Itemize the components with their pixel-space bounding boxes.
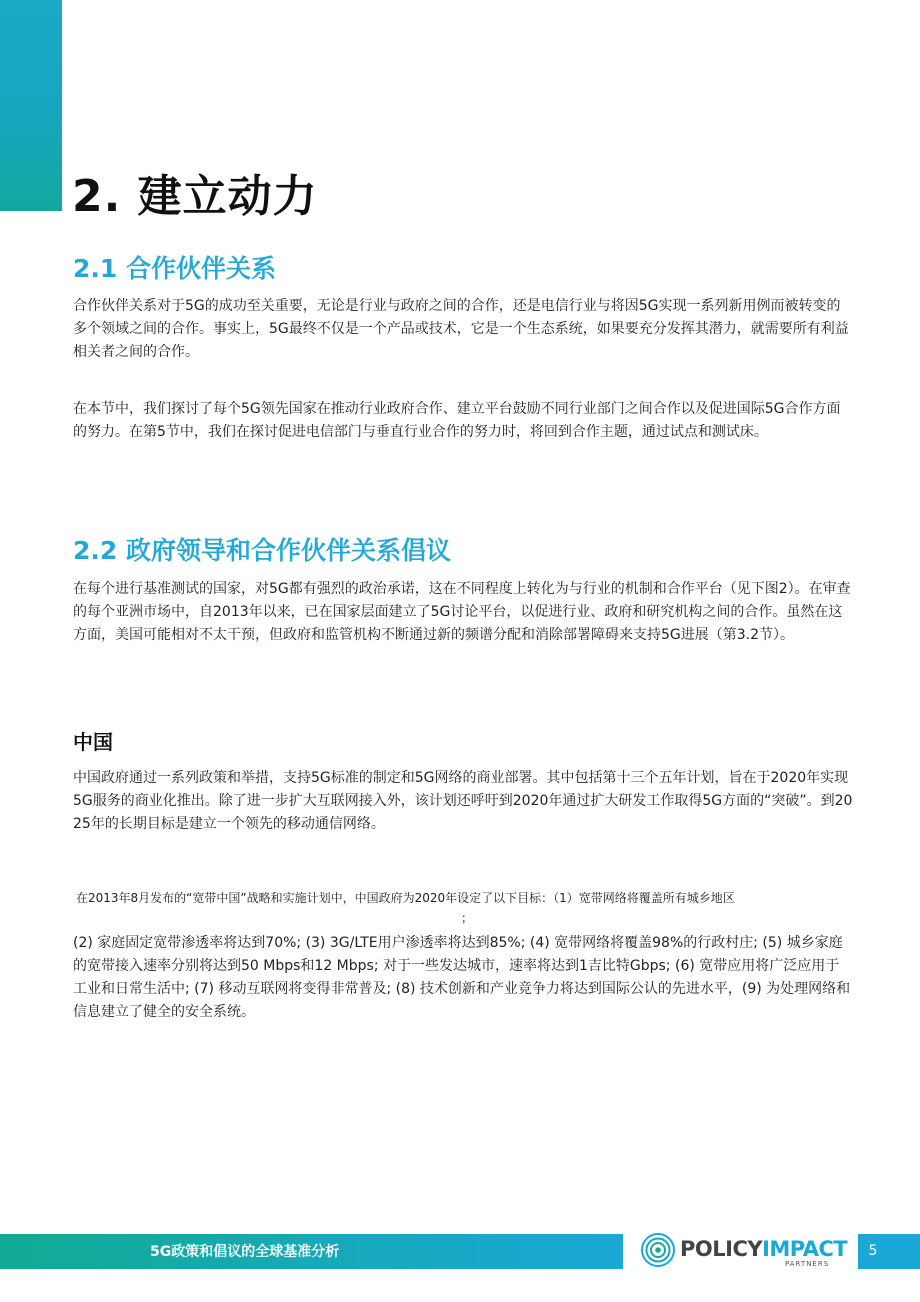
section-2-2-paragraph-1: 在每个进行基准测试的国家，对5G都有强烈的政治承诺，这在不同程度上转化为与行业的机制和合作平台（见下图2）。在审查的每个亚洲市场中，自2013年以来，已在国家层面建立了5G讨论平台，以促进行业、政府和研究机构之间的合作。虽然在这方面，美国可能相对不太干预，但政府和监管机构不断通过新的频谱分配和消除部署障碍来支持5G进展（第3.2节）。 — [73, 581, 851, 643]
footer-document-title: 5G政策和倡议的全球基准分析 — [150, 1244, 340, 1260]
section-2-1-paragraph-1: 合作伙伴关系对于5G的成功至关重要，无论是行业与政府之间的合作，还是电信行业与将因5G实现一系列新用例而被转变的多个领域之间的合作。事实上，5G最终不仅是一个产品或技术，它是一个生态系统，如果要充分发挥其潜力，就需要所有利益相关者之间的合作。 — [73, 298, 849, 360]
section-2-2-title: 2.2 政府领导和合作伙伴关系倡议 — [73, 536, 451, 565]
header-accent-bar — [0, 0, 62, 211]
china-broadband-note-text: 在2013年8月发布的“宽带中国”战略和实施计划中，中国政府为2020年设定了以下目标：（1）宽带网络将覆盖所有城乡地区 — [76, 891, 735, 905]
china-targets-paragraph: (2) 家庭固定宽带渗透率将达到70%; (3) 3G/LTE用户渗透率将达到85%; (4) 宽带网络将覆盖98%的行政村庄; (5) 城乡家庭的宽带接入速率分别将达到50 Mbps和12 Mbps; 对于一些发达城市，速率将达到1吉比特Gbps; (6) 宽带应用将广泛应用于工业和日常生活中; (7) 移动互联网将变得非常普及; (8) 技术创新和产业竞争力将达到国际公认的先进水平，(9) 为处理网络和信息建立了健全的安全系统。 — [73, 935, 851, 1020]
page-number: 5 — [868, 1243, 878, 1259]
china-broadband-note — [76, 887, 858, 929]
logo-wordmark-policy: POLICY — [680, 1237, 763, 1261]
section-2-1-title: 2.1 合作伙伴关系 — [73, 254, 276, 283]
chapter-title: 2. 建立动力 — [72, 171, 318, 222]
china-broadband-note-tail: ； — [460, 911, 473, 925]
logo-subtitle: PARTNERS — [785, 1260, 830, 1268]
china-subtitle: 中国 — [73, 730, 113, 754]
china-paragraph-1: 中国政府通过一系列政策和举措，支持5G标准的制定和5G网络的商业部署。其中包括第十三个五年计划，旨在于2020年实现5G服务的商业化推出。除了进一步扩大互联网接入外，该计划还呼吁到2020年通过扩大研发工作取得5G方面的“突破”。到2025年的长期目标是建立一个领先的移动通信网络。 — [73, 770, 853, 832]
section-2-1-paragraph-2: 在本节中，我们探讨了每个5G领先国家在推动行业政府合作、建立平台鼓励不同行业部门之间合作以及促进国际5G合作方面的努力。在第5节中，我们在探讨促进电信部门与垂直行业合作的努力时，将回到合作主题，通过试点和测试床。 — [73, 401, 841, 440]
concentric-circles-icon — [640, 1232, 676, 1268]
policy-impact-logo — [640, 1228, 850, 1274]
logo-wordmark-impact: IMPACT — [762, 1237, 848, 1261]
